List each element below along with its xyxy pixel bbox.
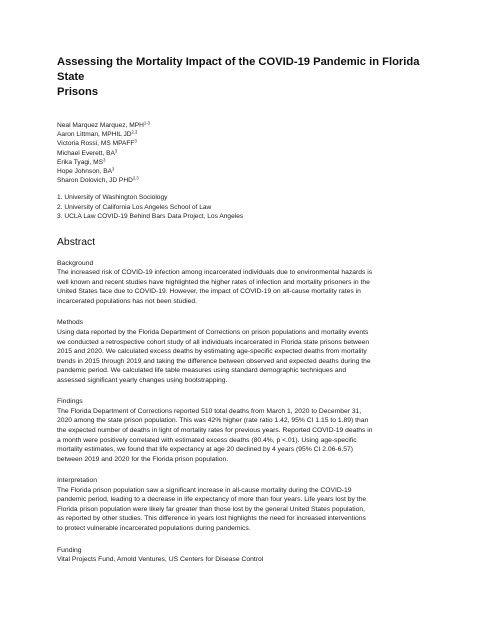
text-line: incarcerated populations has not been studied. [57, 297, 197, 305]
page-content [57, 55, 440, 565]
author [57, 149, 440, 158]
abstract-section-findings [57, 397, 440, 464]
author-affiliation-marker: 3 [114, 148, 118, 154]
abstract-section-interpretation [57, 476, 440, 533]
text-line: Florida prison population were likely far greater than those lost by the general United States population, [57, 505, 366, 513]
text-line: we conducted a retrospective cohort study of all individuals incarcerated in Florida state prisons between [57, 338, 370, 346]
author-name: Hope Johnson, BA [57, 168, 112, 176]
abstract-heading: Abstract [57, 236, 96, 248]
author-name: Neal Marquez Marquez, MPH [57, 122, 144, 129]
author-name: Erika Tyagi, MS [57, 158, 104, 166]
text-line: The Florida Department of Corrections reported 510 total deaths from March 1, 2020 to December 31, [57, 407, 362, 415]
author-name: Victoria Rossi, MS MPAFF [57, 140, 135, 148]
section-body [57, 555, 440, 565]
text-line: pandemic period, leading to a decrease in life expectancy of more than four years. Life years lost by the [57, 496, 367, 504]
text-line: Using data reported by the Florida Department of Corrections on prison populations and mortality events [57, 329, 369, 337]
author-name: Aaron Littman, MPHIL JD [57, 131, 132, 139]
text-line: 2020 among the state prison population. This was 42% higher (rate ratio 1.42, 95% CI 1.15 to 1.89) than [57, 417, 369, 425]
text-line: United States face due to COVID-19. However, the impact of COVID-19 on all-cause mortality rates in [57, 288, 361, 296]
author [57, 176, 440, 185]
author-affiliation-marker: 2,3 [132, 175, 139, 181]
author-affiliation-marker: 3 [134, 138, 137, 144]
section-body [57, 328, 440, 385]
abstract-section-funding [57, 546, 440, 565]
text-line: the expected number of deaths in light of mortality rates for previous years. Reported COVID-19 deaths in [57, 426, 373, 434]
author-affiliation-marker: 3 [103, 157, 106, 163]
section-heading: Background [57, 259, 94, 267]
text-line: The Florida prison population saw a significant increase in all-cause mortality during the COVID-19 [57, 486, 352, 494]
author [57, 158, 440, 167]
abstract-section-methods [57, 318, 440, 385]
section-body [57, 407, 440, 464]
text-line: to protect vulnerable incarcerated populations during pandemics. [57, 524, 251, 532]
text-line: Vital Projects Fund, Arnold Ventures, US Centers for Disease Control [57, 556, 264, 564]
author [57, 121, 440, 130]
text-line: mortality estimates, we found that life expectancy at age 20 declined by 4 years (95% CI 2.06-6.57) [57, 446, 354, 454]
author-name: Michael Everett, BA [57, 149, 115, 157]
author-list [57, 121, 440, 185]
paper-title [57, 55, 440, 100]
affiliation: 2. University of California Los Angeles School of Law [57, 203, 212, 211]
abstract-section-background [57, 259, 440, 307]
section-heading: Interpretation [57, 477, 98, 485]
author-name: Sharon Dolovich, JD PHD [57, 177, 133, 185]
section-body [57, 486, 440, 534]
section-heading: Findings [57, 398, 83, 406]
text-line: pandemic period. We calculated life table measures using standard demographic techniques and [57, 367, 347, 375]
author [57, 167, 440, 176]
author-affiliation-marker: 2,3 [131, 129, 138, 135]
affiliation: 3. UCLA Law COVID-19 Behind Bars Data Project, Los Angeles [57, 213, 244, 221]
text-line: trends in 2015 through 2019 and taking the difference between observed and expected deaths during the [57, 357, 371, 365]
section-body [57, 268, 440, 306]
text-line: assessed significant yearly changes using bootstrapping. [57, 376, 228, 384]
author-affiliation-marker: 1-3 [143, 120, 150, 126]
affiliation-list [57, 193, 440, 221]
section-heading: Funding [57, 546, 82, 554]
text-line: as reported by other studies. This difference in years lost highlights the need for increased interventions [57, 515, 366, 523]
text-line: between 2019 and 2020 for the Florida prison population. [57, 455, 229, 463]
title-line: Prisons [57, 86, 99, 98]
text-line: 2015 and 2020. We calculated excess deaths by estimating age-specific expected deaths from mortality [57, 348, 367, 356]
text-line: The increased risk of COVID-19 infection among incarcerated individuals due to environmental hazards is [57, 269, 373, 277]
text-line: well known and recent studies have highlighted the higher rates of infection and mortality prisoners in the [57, 278, 370, 286]
author [57, 130, 440, 139]
text-line: a month were positively correlated with estimated excess deaths (80.4%, p <.01). Using age-specific [57, 436, 357, 444]
section-heading: Methods [57, 319, 84, 327]
title-line: Assessing the Mortality Impact of the COVID-19 Pandemic in Florida State [57, 56, 420, 83]
author-affiliation-marker: 3 [112, 166, 115, 172]
affiliation: 1. University of Washington Sociology [57, 194, 168, 202]
